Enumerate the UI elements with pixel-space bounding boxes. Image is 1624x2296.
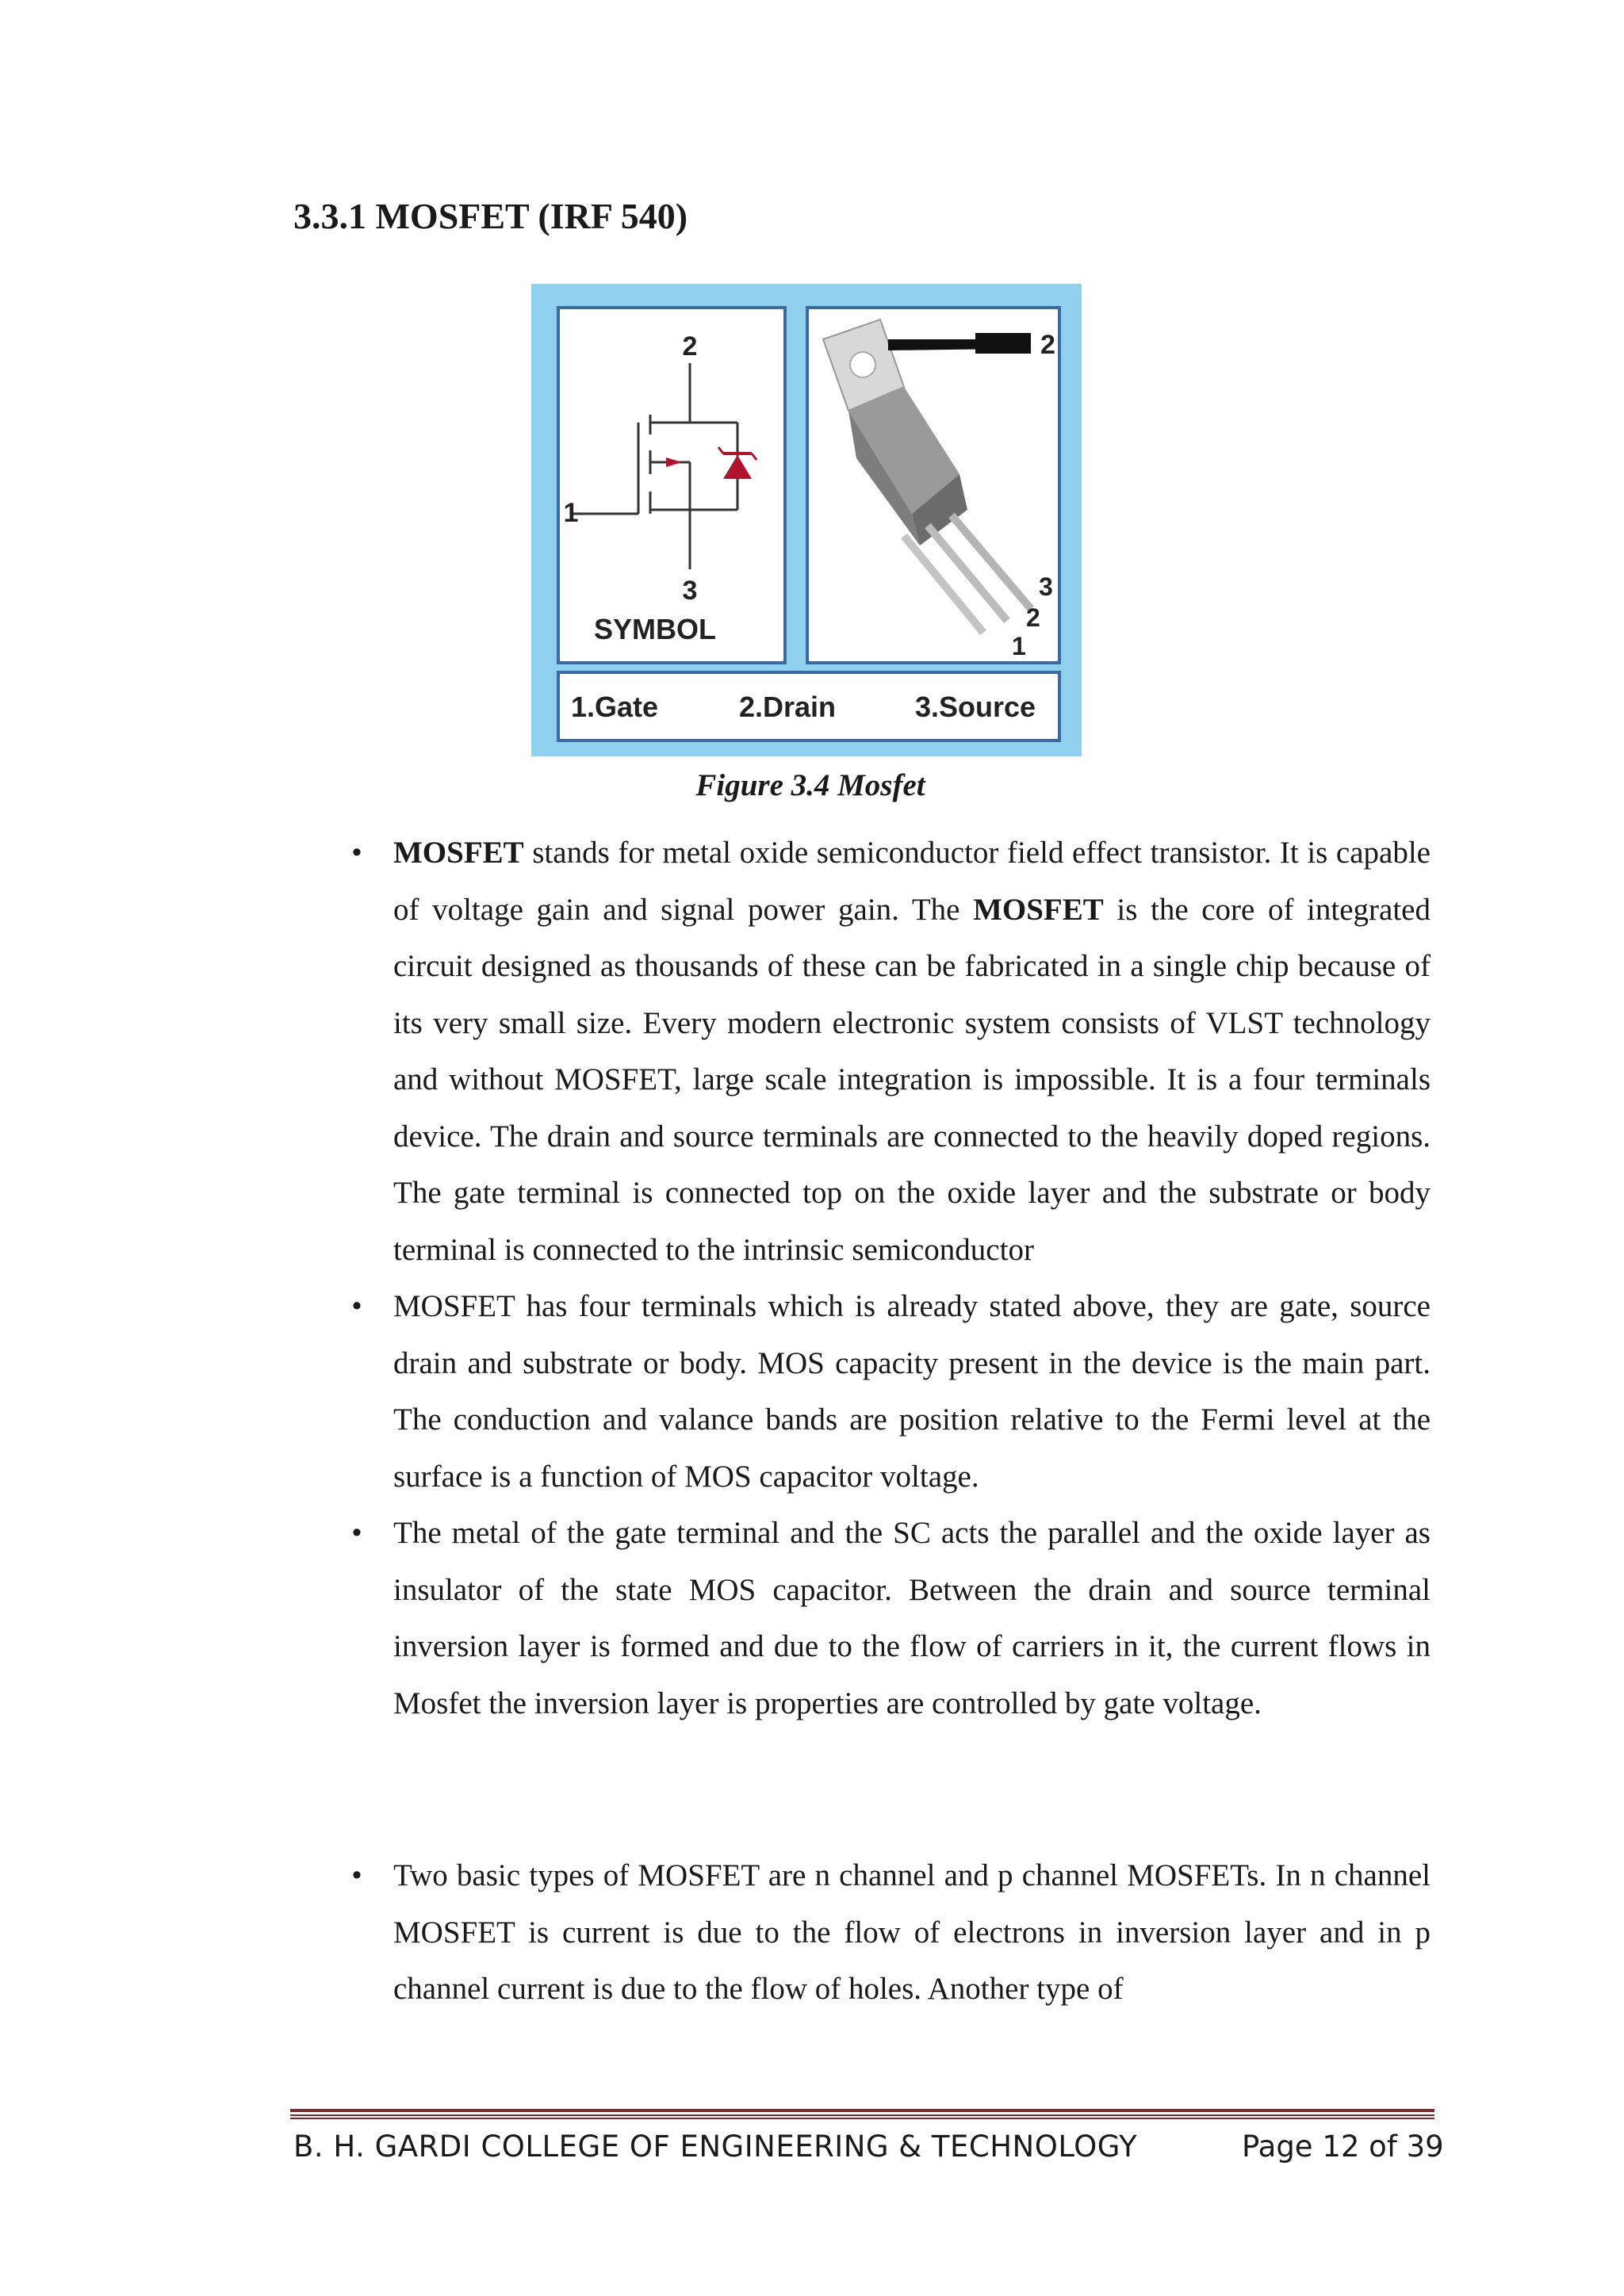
symbol-pin-drain-label: 2 [682, 331, 698, 362]
list-item: • The metal of the gate terminal and the SC acts the parallel and the oxide layer as insulator of the state MOS capacitor. Between the drain and source terminal inversion layer is formed and due to the flow of carriers in it, the current flows in Mosfet the inversion layer is properties are controlled by gate voltage. [341, 1505, 1431, 1732]
bullet-marker: • [351, 1289, 362, 1323]
mosfet-diagram [531, 284, 1082, 756]
legend-drain: 2.Drain [739, 691, 837, 723]
figure-caption: Figure 3.4 Mosfet [695, 768, 925, 802]
mosfet-figure [531, 284, 1082, 756]
bullet-list [341, 825, 1431, 2018]
package-pin-tab-label: 2 [1040, 330, 1055, 360]
list-item: • MOSFET has four terminals which is already stated above, they are gate, source drain and substrate or body. MOS capacity present in the device is the main part. The conduction and valance bands are position relative to the Fermi level at the surface is a function of MOS capacitor voltage. [341, 1278, 1431, 1505]
symbol-pin-gate-label: 1 [563, 498, 579, 528]
package-pin-3-label: 3 [1039, 572, 1053, 601]
package-pin-1-label: 1 [1012, 632, 1026, 660]
bullet-marker: • [351, 1516, 362, 1550]
symbol-label: SYMBOL [594, 613, 717, 645]
footer-page-number: Page 12 of 39 [1242, 2130, 1444, 2164]
legend-source: 3.Source [915, 691, 1036, 723]
footer-rule [290, 2109, 1434, 2120]
list-item: • MOSFET stands for metal oxide semiconductor field effect transistor. It is capable of voltage gain and signal power gain. The MOSFET is the core of integrated circuit designed as thousands of these can be fabricated in a single chip because of its very small size. Every modern electronic system consists of VLST technology and without MOSFET, large scale integration is impossible. It is a four terminals device. The drain and source terminals are connected to the heavily doped regions. The gate terminal is connected top on the oxide layer and the substrate or body terminal is connected to the intrinsic semiconductor [341, 825, 1431, 1278]
legend-gate: 1.Gate [571, 691, 659, 723]
footer-college-name: B. H. GARDI COLLEGE OF ENGINEERING & TECHNOLOGY [293, 2130, 1138, 2164]
bullet-marker: • [351, 1858, 362, 1892]
symbol-panel [558, 308, 785, 663]
bullet-marker: • [351, 836, 362, 870]
section-heading: 3.3.1 MOSFET (IRF 540) [293, 196, 688, 236]
symbol-pin-source-label: 3 [682, 576, 698, 606]
list-item: • Two basic types of MOSFET are n channel and p channel MOSFETs. In n channel MOSFET is current is due to the flow of electrons in inversion layer and in p channel current is due to the flow of holes. Another type of [341, 1847, 1431, 2018]
package-pin-2-label: 2 [1026, 603, 1040, 632]
